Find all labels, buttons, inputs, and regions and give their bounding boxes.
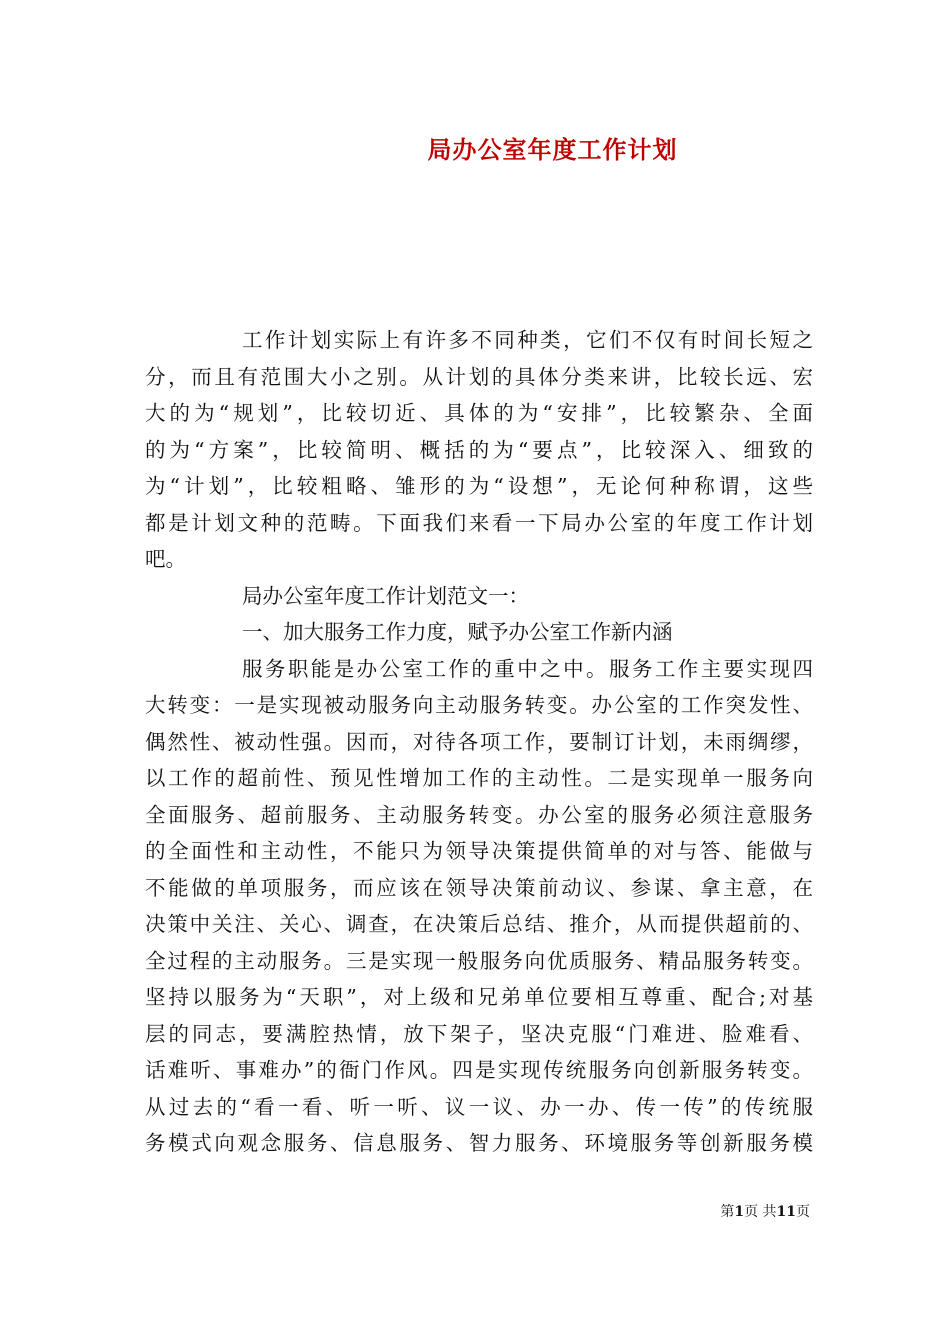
body-line: 一、加大服务工作力度，赋予办公室工作新内涵 xyxy=(242,620,673,644)
body-line: 吧。 xyxy=(145,547,186,571)
body-line: 的为“方案”，比较简明、概括的为“要点”，比较深入、细致的 xyxy=(145,437,813,462)
footer-prefix: 第 xyxy=(720,1204,735,1220)
body-line: 服务职能是办公室工作的重中之中。服务工作主要实现四 xyxy=(242,656,813,681)
body-line: 以工作的超前性、预见性增加工作的主动性。二是实现单一服务向 xyxy=(145,766,813,790)
body-line: 大转变：一是实现被动服务向主动服务转变。办公室的工作突发性、 xyxy=(145,693,813,717)
body-line: 大的为“规划”，比较切近、具体的为“安排”，比较繁杂、全面 xyxy=(145,401,813,425)
body-line: 局办公室年度工作计划范文一： xyxy=(242,583,529,608)
body-line: 坚持以服务为“天职”，对上级和兄弟单位要相互尊重、配合;对基 xyxy=(145,985,813,1009)
body-line: 不能做的单项服务，而应该在领导决策前动议、参谋、拿主意，在 xyxy=(145,875,813,900)
body-line: 务模式向观念服务、信息服务、智力服务、环境服务等创新服务模 xyxy=(145,1131,813,1155)
body-line: 层的同志，要满腔热情，放下架子，坚决克服“门难进、脸难看、 xyxy=(145,1021,813,1046)
body-line: 都是计划文种的范畴。下面我们来看一下局办公室的年度工作计划 xyxy=(145,510,813,535)
body-line: 的全面性和主动性，不能只为领导决策提供简单的对与答、能做与 xyxy=(145,839,813,863)
body-line: 分，而且有范围大小之别。从计划的具体分类来讲，比较长远、宏 xyxy=(145,364,813,389)
body-line: 决策中关注、关心、调查，在决策后总结、推介，从而提供超前的、 xyxy=(145,912,813,936)
document-title: 局办公室年度工作计划 xyxy=(427,135,678,164)
document-body xyxy=(145,322,813,1162)
footer-middle: 页 共 xyxy=(744,1204,777,1220)
body-line: 全面服务、超前服务、主动服务转变。办公室的服务必须注意服务 xyxy=(145,802,813,827)
body-line: 工作计划实际上有许多不同种类，它们不仅有时间长短之 xyxy=(242,328,813,352)
body-line: 从过去的“看一看、听一听、议一议、办一办、传一传”的传统服 xyxy=(145,1094,813,1119)
footer-total-pages: 11 xyxy=(776,1204,796,1220)
page-footer xyxy=(650,1202,810,1222)
body-line: 全过程的主动服务。三是实现一般服务向优质服务、精品服务转变。 xyxy=(145,948,813,973)
body-line: 话难听、事难办”的衙门作风。四是实现传统服务向创新服务转变。 xyxy=(145,1058,813,1082)
body-line: 为“计划”，比较粗略、雏形的为“设想”，无论何种称谓，这些 xyxy=(145,474,813,498)
body-line: 偶然性、被动性强。因而，对待各项工作，要制订计划，未雨绸缪， xyxy=(145,729,813,754)
footer-suffix: 页 xyxy=(796,1204,810,1220)
footer-page-number: 1 xyxy=(734,1204,745,1220)
